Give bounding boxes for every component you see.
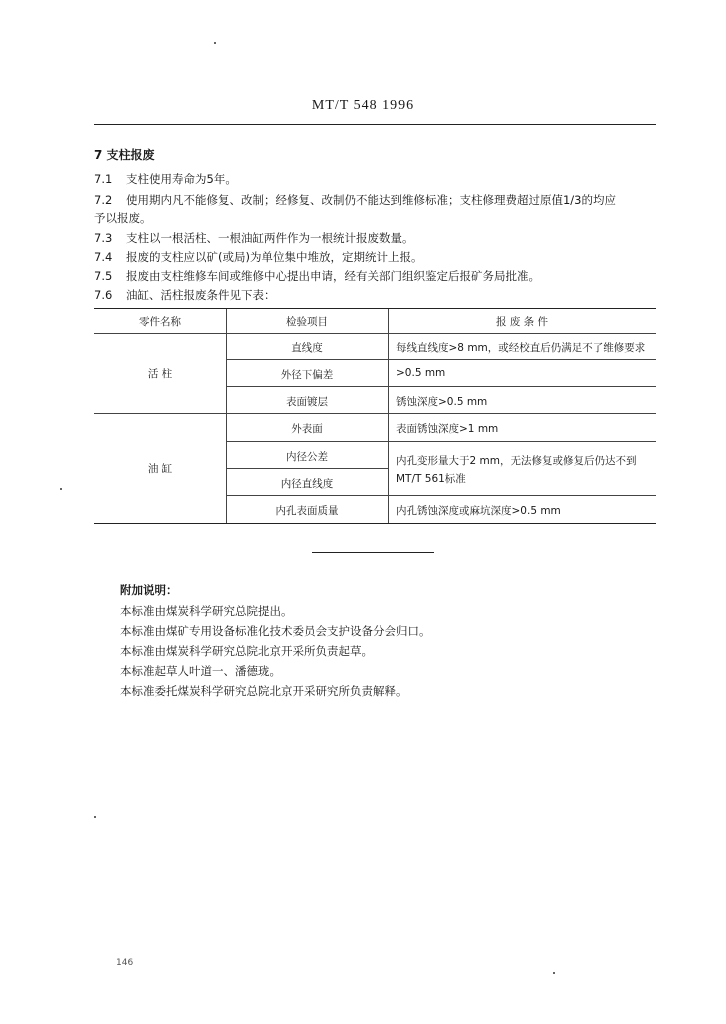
notes-title: 附加说明： <box>120 583 178 597</box>
clause-7-3 <box>94 229 658 248</box>
table-row-item: 内孔表面质量 <box>275 505 339 517</box>
table-header-rule <box>94 333 656 334</box>
clause-number: 7.1 <box>94 172 113 186</box>
page-number: 146 <box>116 958 134 968</box>
table-row-condition: 锈蚀深度>0.5 mm <box>396 396 488 408</box>
clause-7-1 <box>94 170 658 189</box>
clause-text: 报废的支柱应以矿(或局)为单位集中堆放，定期统计上报。 <box>126 250 423 264</box>
clause-number: 7.2 <box>94 193 113 207</box>
table-row-rule <box>226 495 656 496</box>
table-row-condition: 表面锈蚀深度>1 mm <box>396 423 499 435</box>
table-row-item: 直线度 <box>291 342 323 354</box>
group-cylinder: 油 缸 <box>147 463 173 475</box>
table-row-item: 外径下偏差 <box>280 369 334 381</box>
clause-text: 报废由支柱维修车间或维修中心提出申请，经有关部门组织鉴定后报矿务局批准。 <box>126 269 540 283</box>
clause-7-5 <box>94 267 658 286</box>
clause-text: 使用期内凡不能修复、改制；经修复、改制仍不能达到维修标准；支柱修理费超过原值1/3的均应 <box>126 193 617 207</box>
merged-condition-line-2: MT/T 561标准 <box>396 473 466 485</box>
clause-text: 予以报废。 <box>94 211 152 225</box>
note-line: 本标准起草人叶道一、潘德珑。 <box>120 664 281 678</box>
table-row-item: 内径公差 <box>286 451 328 463</box>
scan-speck <box>553 972 555 974</box>
header-part-name: 零件名称 <box>139 316 181 328</box>
table-row-condition: 内孔锈蚀深度或麻坑深度>0.5 mm <box>396 505 561 517</box>
end-rule <box>312 552 434 553</box>
note-line: 本标准由煤炭科学研究总院北京开采所负责起草。 <box>120 644 373 658</box>
clause-number: 7.5 <box>94 269 113 283</box>
scan-speck <box>94 816 96 818</box>
clause-7-2-continued <box>94 209 658 228</box>
clause-7-2 <box>94 191 658 210</box>
table-row-item: 表面镀层 <box>286 396 328 408</box>
merged-condition-line-1: 内孔变形量大于2 mm，无法修复或修复后仍达不到 <box>396 455 637 467</box>
clause-text: 支柱以一根活柱、一根油缸两件作为一根统计报废数量。 <box>126 231 414 245</box>
table-row-rule <box>226 441 656 442</box>
header-inspection-item: 检验项目 <box>286 316 328 328</box>
section-title: 7 支柱报废 <box>94 148 155 162</box>
standard-header: MT/T 548 1996 <box>311 98 415 113</box>
note-line: 本标准委托煤炭科学研究总院北京开采研究所负责解释。 <box>120 684 408 698</box>
clause-7-6 <box>94 286 658 305</box>
table-group-rule <box>94 413 656 414</box>
scan-speck <box>214 42 216 44</box>
clause-number: 7.4 <box>94 250 113 264</box>
header-scrap-condition: 报 废 条 件 <box>495 316 548 328</box>
table-row-rule <box>226 386 656 387</box>
note-line: 本标准由煤炭科学研究总院提出。 <box>120 604 293 618</box>
clause-number: 7.3 <box>94 231 113 245</box>
scan-speck <box>60 488 62 490</box>
clause-text: 油缸、活柱报废条件见下表： <box>126 288 276 302</box>
table-row-condition: 每线直线度>8 mm，或经校直后仍满足不了维修要求 <box>396 342 646 354</box>
table-row-item: 内径直线度 <box>280 478 334 490</box>
clause-number: 7.6 <box>94 288 113 302</box>
table-row-rule <box>226 468 388 469</box>
table-row-item: 外表面 <box>291 423 323 435</box>
table-column-rule <box>388 309 389 523</box>
clause-7-4 <box>94 248 658 267</box>
header-rule <box>94 124 656 125</box>
scrap-condition-table <box>94 308 656 524</box>
table-row-condition: >0.5 mm <box>396 367 446 379</box>
table-row-rule <box>226 359 656 360</box>
note-line: 本标准由煤矿专用设备标准化技术委员会支护设备分会归口。 <box>120 624 431 638</box>
group-piston: 活 柱 <box>147 368 173 380</box>
clause-text: 支柱使用寿命为5年。 <box>126 172 237 186</box>
